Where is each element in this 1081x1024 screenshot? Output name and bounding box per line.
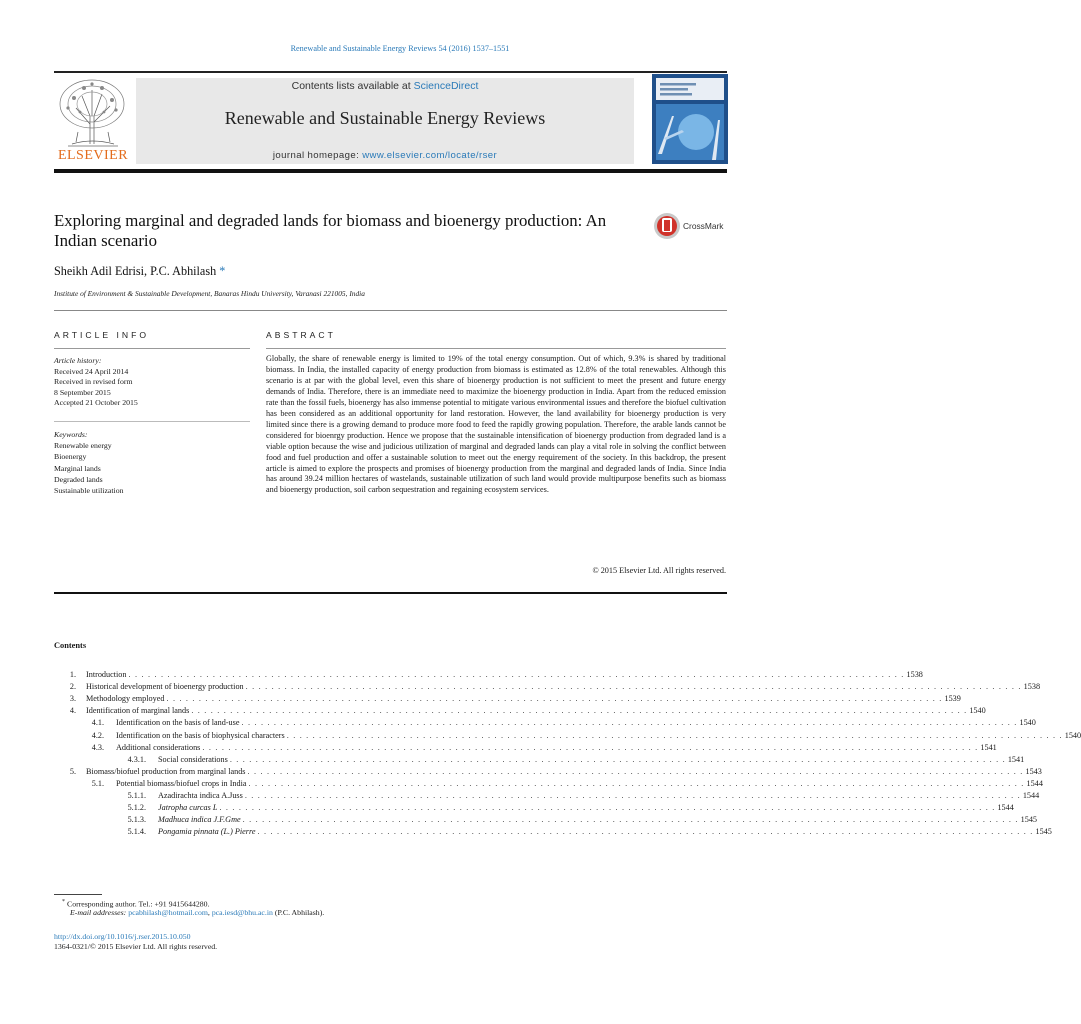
toc-leader-dots: . . . . . . . . . . . . . . . . . . . . . . . . . . . . . . . . . . . . . . . . . . . . . . . . . . . . . . . . . . . . . . . . . . . . . . . . . . . . . . . . . . . . . . . . . . . . . . . . . . . . . . . . . . . . . . . . . . . . . . . . bbox=[219, 803, 996, 813]
toc-number: 4.1. bbox=[91, 718, 104, 728]
toc-page-number: 1538 bbox=[906, 670, 923, 679]
toc-title: Identification of marginal lands bbox=[86, 706, 190, 716]
toc-leader-dots: . . . . . . . . . . . . . . . . . . . . . . . . . . . . . . . . . . . . . . . . . . . . . . . . . . . . . . . . . . . . . . . . . . . . . . . . . . . . . . . . . . . . . . . . . . . . . . . . . . . . . . . . . . . . . . . . . . . . . . . . bbox=[247, 766, 1024, 776]
toc-title: Historical development of bioenergy production bbox=[86, 682, 244, 692]
toc-number: 5.1.4. bbox=[127, 827, 146, 837]
info-rule bbox=[54, 310, 727, 311]
toc-title: Pongamia pinnata (L.) Pierre bbox=[158, 827, 256, 837]
abstract-heading: ABSTRACT bbox=[266, 330, 336, 340]
keyword: Bioenergy bbox=[54, 452, 87, 462]
toc-entry[interactable] bbox=[54, 791, 1040, 803]
journal-name: Renewable and Sustainable Energy Reviews bbox=[224, 108, 546, 128]
toc-leader-dots: . . . . . . . . . . . . . . . . . . . . . . . . . . . . . . . . . . . . . . . . . . . . . . . . . . . . . . . . . . . . . . . . . . . . . . . . . . . . . . . . . . . . . . . . . . . . . . . . . . . . . . . . . . . . . . . . . . . . . . . . bbox=[202, 742, 979, 752]
abstract-text: Globally, the share of renewable energy is limited to 19% of the total energy consumption. Out of which, 9.3% is shared by traditional biomass. In India, the installed capacity of energy production from biomass is estimated as 12.8% of the total renewables. Although this scenario is at par with the global level, even this share of bioenergy production is not sufficient to meet the present and future energy demands of India. Therefore, there is an immediate need to maximize the bioenergy production in India. Apart from the reduced emission rate than the fossil fuels, bioenergy has also immense potential to mitigate various environmental issues and therefore the biofuel cultivation has been considered as an additional opportunity for land restoration. However, the land availability for bioenergy production is very limited since there is a growing demand to produce more food to feed the rapidly growing population. Therefore, the arable lands cannot be considered for bioenrgy production. Hence we propose that the sustainable intensification of bioenergy production from degraded land is a viable option because the wise and judicious utilization of marginal and degraded lands can play a vital role in solving the conflict between food and fuel production and offer a sustainable solution to meet out the energy requirement of the society. In this backdrop, the present article is aimed to explore the prospects and promises of bioenergy production from the marginal and degraded lands of India. Since India has around 39.24 million hectares of wastelands, sustainable utilization of such land would provide multipurpose benefits such as biomass and bioenergy production, soil carbon sequestration and regaining ecosystem services. bbox=[266, 354, 726, 495]
history-line: Received in revised form bbox=[54, 377, 133, 387]
corresponding-text: Corresponding author. Tel.: +91 9415644280. bbox=[67, 899, 210, 909]
toc-page-number: 1539 bbox=[944, 694, 961, 704]
toc-page-number: 1541 bbox=[1007, 754, 1025, 764]
keyword: Degraded lands bbox=[54, 474, 103, 484]
abstract-rule bbox=[266, 348, 726, 349]
toc-gap bbox=[76, 670, 86, 682]
toc-entry[interactable] bbox=[54, 682, 1041, 694]
toc-number: 4.3. bbox=[91, 742, 104, 752]
elsevier-wordmark: ELSEVIER bbox=[57, 148, 129, 163]
toc-page-number: 1544 bbox=[997, 803, 1014, 813]
history-line: 8 September 2015 bbox=[54, 387, 111, 397]
toc-title: Azadirachta indica A.Juss bbox=[158, 791, 243, 800]
toc-gap bbox=[76, 694, 86, 706]
toc-gap bbox=[76, 706, 86, 718]
email-link[interactable]: pcabhilash@hotmail.com bbox=[128, 908, 208, 917]
toc-entry[interactable] bbox=[54, 754, 1025, 767]
email-suffix: (P.C. Abhilash). bbox=[274, 908, 325, 917]
toc-leader-dots: . . . . . . . . . . . . . . . . . . . . . . . . . . . . . . . . . . . . . . . . . . . . . . . . . . . . . . . . . . . . . . . . . . . . . . . . . . . . . . . . . . . . . . . . . . . . . . . . . . . . . . . . . . . . . . . . . . . . . . . . bbox=[248, 778, 1025, 788]
journal-homepage bbox=[136, 150, 634, 161]
crossmark-label: CrossMark bbox=[683, 221, 724, 231]
sciencedirect-link[interactable]: ScienceDirect bbox=[413, 80, 479, 92]
history-line: Accepted 21 October 2015 bbox=[54, 398, 138, 408]
journal-masthead bbox=[136, 78, 634, 164]
toc-leader-dots: . . . . . . . . . . . . . . . . . . . . . . . . . . . . . . . . . . . . . . . . . . . . . . . . . . . . . . . . . . . . . . . . . . . . . . . . . . . . . . . . . . . . . . . . . . . . . . . . . . . . . . . . . . . . . . . . . . . . . . . . bbox=[166, 694, 943, 704]
toc-page-number: 1540 bbox=[1064, 730, 1081, 740]
toc-number: 5.1.1. bbox=[127, 791, 146, 800]
toc-number: 5.1.3. bbox=[127, 815, 146, 825]
homepage-prefix: journal homepage: bbox=[272, 150, 363, 161]
toc-title: Biomass/biofuel production from marginal lands bbox=[86, 766, 246, 776]
toc-number: 5. bbox=[69, 766, 76, 776]
toc-page-number: 1541 bbox=[980, 742, 997, 752]
corresponding-author-footnote: * Corresponding author. Tel.: +91 9415644280. bbox=[62, 899, 210, 909]
toc-number: 4. bbox=[69, 706, 76, 716]
toc-leader-dots: . . . . . . . . . . . . . . . . . . . . . . . . . . . . . . . . . . . . . . . . . . . . . . . . . . . . . . . . . . . . . . . . . . . . . . . . . . . . . . . . . . . . . . . . . . . . . . . . . . . . . . . . . . . . . . . . . . . . . . . . bbox=[245, 682, 1022, 692]
toc-page-number: 1544 bbox=[1026, 778, 1043, 788]
toc-number: 4.3.1. bbox=[127, 754, 146, 764]
toc-entry[interactable] bbox=[54, 670, 923, 682]
contents-heading: Contents bbox=[54, 641, 87, 650]
toc-entry[interactable] bbox=[54, 742, 997, 755]
toc-number: 4.2. bbox=[91, 730, 104, 740]
toc-title: Additional considerations bbox=[116, 742, 201, 752]
header-thick-rule bbox=[54, 169, 727, 173]
corresponding-author-mark[interactable]: * bbox=[219, 264, 226, 278]
toc-entry[interactable] bbox=[54, 815, 1038, 827]
contents-available bbox=[136, 80, 634, 92]
authors bbox=[54, 264, 225, 279]
toc-entry[interactable] bbox=[54, 803, 1014, 815]
toc-number: 2. bbox=[69, 682, 76, 692]
author-names: Sheikh Adil Edrisi, P.C. Abhilash bbox=[54, 264, 217, 278]
toc-leader-dots: . . . . . . . . . . . . . . . . . . . . . . . . . . . . . . . . . . . . . . . . . . . . . . . . . . . . . . . . . . . . . . . . . . . . . . . . . . . . . . . . . . . . . . . . . . . . . . . . . . . . . . . . . . . . . . . . . . . . . . . . bbox=[191, 706, 968, 716]
toc-entry[interactable] bbox=[54, 718, 1036, 730]
doi-link[interactable]: http://dx.doi.org/10.1016/j.rser.2015.10.050 bbox=[54, 932, 191, 941]
toc-gap bbox=[146, 827, 158, 839]
toc-gap bbox=[146, 815, 158, 827]
toc-leader-dots: . . . . . . . . . . . . . . . . . . . . . . . . . . . . . . . . . . . . . . . . . . . . . . . . . . . . . . . . . . . . . . . . . . . . . . . . . . . . . . . . . . . . . . . . . . . . . . . . . . . . . . . . . . . . . . . . . . . . . . . . bbox=[242, 815, 1019, 825]
toc-title: Potential biomass/biofuel crops in India bbox=[116, 778, 247, 788]
toc-entry[interactable] bbox=[54, 766, 1042, 779]
contents-prefix: Contents lists available at bbox=[291, 80, 414, 92]
toc-page-number: 1543 bbox=[1025, 766, 1042, 776]
toc-gap bbox=[104, 743, 116, 755]
toc-gap bbox=[76, 767, 86, 779]
toc-title: Identification on the basis of biophysical characters bbox=[116, 730, 285, 740]
toc-title: Methodology employed bbox=[86, 694, 165, 704]
toc-page-number: 1545 bbox=[1035, 827, 1052, 837]
article-info-heading: ARTICLE INFO bbox=[54, 330, 150, 340]
toc-page-number: 1540 bbox=[1019, 718, 1036, 728]
toc-entry[interactable] bbox=[54, 706, 986, 718]
toc-number: 1. bbox=[69, 670, 76, 679]
keyword: Marginal lands bbox=[54, 463, 101, 473]
toc-number: 5.1.2. bbox=[127, 803, 146, 813]
footnote-rule bbox=[54, 894, 102, 895]
toc-number: 3. bbox=[69, 694, 76, 704]
toc-entry[interactable] bbox=[54, 827, 1052, 839]
article-title: Exploring marginal and degraded lands for biomass and bioenergy production: An Indian scenario bbox=[54, 211, 607, 250]
toc-title: Introduction bbox=[86, 670, 127, 679]
toc-number: 5.1. bbox=[91, 778, 104, 788]
history-label: Article history: bbox=[54, 356, 102, 365]
abstract-bottom-rule bbox=[54, 592, 727, 594]
journal-citation[interactable]: Renewable and Sustainable Energy Reviews 54 (2016) 1537–1551 bbox=[290, 44, 510, 53]
keywords-rule bbox=[54, 421, 250, 422]
toc-title: Social considerations bbox=[158, 754, 228, 764]
toc-gap bbox=[146, 791, 158, 803]
journal-cover-image bbox=[652, 74, 728, 164]
toc-leader-dots: . . . . . . . . . . . . . . . . . . . . . . . . . . . . . . . . . . . . . . . . . . . . . . . . . . . . . . . . . . . . . . . . . . . . . . . . . . . . . . . . . . . . . . . . . . . . . . . . . . . . . . . . . . . . . . . . . . . . . . . . bbox=[286, 730, 1063, 740]
article-history bbox=[54, 356, 138, 409]
toc-page-number: 1545 bbox=[1020, 815, 1038, 825]
keywords-label: Keywords: bbox=[54, 430, 88, 439]
toc-leader-dots: . . . . . . . . . . . . . . . . . . . . . . . . . . . . . . . . . . . . . . . . . . . . . . . . . . . . . . . . . . . . . . . . . . . . . . . . . . . . . . . . . . . . . . . . . . . . . . . . . . . . . . . . . . . . . . . . . . . . . . . . bbox=[241, 718, 1018, 728]
top-rule bbox=[54, 71, 727, 73]
toc-gap bbox=[104, 718, 116, 730]
keyword: Sustainable utilization bbox=[54, 486, 124, 496]
toc-leader-dots: . . . . . . . . . . . . . . . . . . . . . . . . . . . . . . . . . . . . . . . . . . . . . . . . . . . . . . . . . . . . . . . . . . . . . . . . . . . . . . . . . . . . . . . . . . . . . . . . . . . . . . . . . . . . . . . . . . . . . . . . bbox=[257, 827, 1034, 837]
toc-page-number: 1540 bbox=[969, 706, 986, 716]
toc-leader-dots: . . . . . . . . . . . . . . . . . . . . . . . . . . . . . . . . . . . . . . . . . . . . . . . . . . . . . . . . . . . . . . . . . . . . . . . . . . . . . . . . . . . . . . . . . . . . . . . . . . . . . . . . . . . . . . . . . . . . . . . . bbox=[128, 670, 905, 679]
toc-gap bbox=[146, 803, 158, 815]
toc-gap bbox=[76, 682, 86, 694]
toc-page-number: 1538 bbox=[1023, 682, 1041, 692]
keywords bbox=[54, 429, 124, 496]
toc-title: Madhuca indica J.F.Gme bbox=[158, 815, 241, 825]
affiliation: Institute of Environment & Sustainable Development, Banaras Hindu University, Varanasi 221005, India bbox=[54, 289, 365, 298]
homepage-link[interactable]: www.elsevier.com/locate/rser bbox=[362, 150, 498, 161]
toc-title: Jatropha curcas L bbox=[158, 803, 218, 813]
email-label: E-mail addresses: bbox=[70, 908, 127, 917]
keyword: Renewable energy bbox=[54, 441, 112, 451]
toc-entry[interactable] bbox=[54, 694, 961, 706]
article-info-rule bbox=[54, 348, 250, 349]
toc-entry[interactable] bbox=[54, 778, 1043, 791]
issn-copyright: 1364-0321/© 2015 Elsevier Ltd. All rights reserved. bbox=[54, 942, 218, 951]
toc-leader-dots: . . . . . . . . . . . . . . . . . . . . . . . . . . . . . . . . . . . . . . . . . . . . . . . . . . . . . . . . . . . . . . . . . . . . . . . . . . . . . . . . . . . . . . . . . . . . . . . . . . . . . . . . . . . . . . . . . . . . . . . . bbox=[244, 791, 1021, 800]
toc-page-number: 1544 bbox=[1022, 791, 1040, 800]
abstract-copyright: © 2015 Elsevier Ltd. All rights reserved. bbox=[592, 566, 726, 575]
email-link[interactable]: pca.iesd@bhu.ac.in bbox=[211, 908, 273, 917]
crossmark-badge[interactable] bbox=[653, 212, 729, 240]
toc-gap bbox=[104, 731, 116, 743]
toc-gap bbox=[104, 779, 116, 791]
crossmark-icon bbox=[653, 212, 681, 240]
toc-gap bbox=[146, 755, 158, 767]
toc-leader-dots: . . . . . . . . . . . . . . . . . . . . . . . . . . . . . . . . . . . . . . . . . . . . . . . . . . . . . . . . . . . . . . . . . . . . . . . . . . . . . . . . . . . . . . . . . . . . . . . . . . . . . . . . . . . . . . . . . . . . . . . . bbox=[229, 754, 1006, 764]
toc-title: Identification on the basis of land-use bbox=[116, 718, 240, 728]
email-footnote: E-mail addresses: pcabhilash@hotmail.com, pca.iesd@bhu.ac.in (P.C. Abhilash). bbox=[70, 908, 325, 917]
history-line: Received 24 April 2014 bbox=[54, 366, 129, 376]
toc-entry[interactable] bbox=[54, 730, 1081, 743]
